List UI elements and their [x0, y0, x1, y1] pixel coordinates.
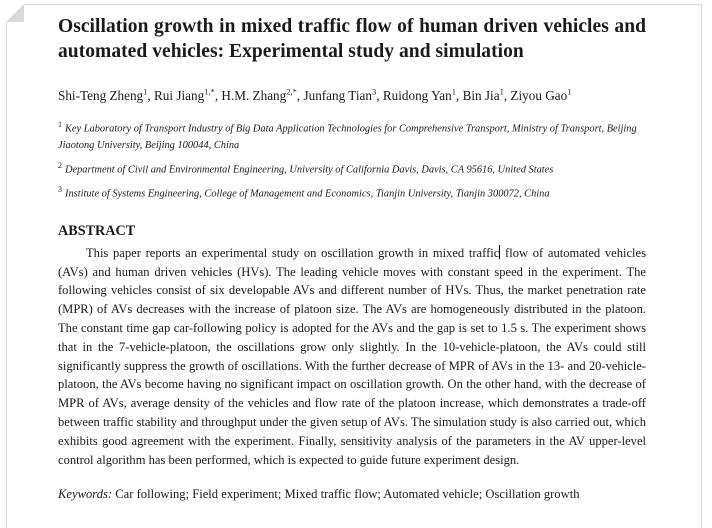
author	[154, 88, 221, 103]
author-affiliation-marker: 1	[143, 87, 148, 97]
affiliation-number: 2	[58, 160, 62, 170]
author-name: Ziyou Gao	[510, 88, 568, 104]
author-name: Junfang Tian	[303, 88, 372, 104]
abstract-heading: ABSTRACT	[58, 222, 136, 239]
affiliation	[58, 117, 646, 154]
affiliation-text: Key Laboratory of Transport Industry of Big Data Application Technologies for Comprehensive Transport, Ministry of Transport, Beijing Jiaotong University, Beijing 100044, China	[58, 123, 637, 152]
author-list	[58, 83, 646, 105]
author-separator: ,	[214, 88, 222, 104]
author-separator: ,	[503, 88, 511, 104]
author-affiliation-marker: 1	[567, 87, 572, 97]
author-name: Shi-Teng Zheng	[58, 88, 144, 104]
affiliation-list	[58, 117, 646, 202]
paper-title: Oscillation growth in mixed traffic flow of human driven vehicles and automated vehicles: Experimental study and simulation	[58, 16, 646, 62]
affiliation	[58, 182, 646, 203]
author-affiliation-marker: 1	[451, 87, 456, 97]
author-affiliation-marker: 2,*	[286, 87, 297, 97]
author	[463, 88, 511, 103]
keywords-line	[58, 485, 646, 503]
abstract-text-part-2: flow of automated vehicles (AVs) and human driven vehicles (HVs). The leading vehicle moves with constant speed in the experiment. The following vehicles consist of six developable AVs and different number of HVs. Thus, the market penetration rate (MPR) of AVs decreases with the increase of platoon size. The AVs are homogeneously distributed in the platoon. The constant time gap car-following policy is adopted for the AVs and the gap is set to 1.5 s. The experiment shows that in the 7-vehicle-platoon, the oscillations grow only slightly. In the 10-vehicle-platoon, the AVs could still significantly suppress the growth of oscillations. With the further decrease of MPR of AVs in the 13- and 20-vehicle-platoon, the AVs become having no significant impact on oscillation growth. On the other hand, with the decrease of MPR of AVs, average density of the vehicles and flow rate of the platoon increase, which demonstrates a trade-off between traffic stability and throughput under the given setup of AVs. The simulation study is also carried out, which exhibits good agreement with the experiment. Finally, sensitivity analysis of the parameters in the AV upper-level control algorithm has been performed, which is expected to guide future experiment design.	[58, 245, 646, 467]
author	[221, 88, 303, 103]
author	[383, 88, 463, 103]
author-name: Ruidong Yan	[382, 88, 452, 104]
author-affiliation-marker: 1	[499, 87, 504, 97]
author	[58, 88, 154, 103]
author-name: Bin Jia	[462, 88, 500, 104]
affiliation-text: Department of Civil and Environmental Engineering, University of California Davis, Davis, CA 95616, United States	[65, 164, 554, 176]
abstract-text[interactable]	[58, 244, 646, 470]
author-name: H.M. Zhang	[221, 88, 287, 104]
affiliation-number: 3	[58, 184, 62, 194]
author-separator: ,	[376, 88, 383, 104]
affiliation-number: 1	[58, 120, 62, 130]
paper-content	[58, 14, 646, 503]
author-name: Rui Jiang	[154, 88, 205, 104]
affiliation-text: Institute of Systems Engineering, College of Management and Economics, Tianjin University, Tianjin 300072, China	[65, 188, 550, 200]
author-affiliation-marker: 3	[371, 87, 377, 97]
author-separator: ,	[296, 88, 304, 104]
author-separator: ,	[147, 88, 154, 104]
author	[303, 88, 382, 103]
page-corner-fold	[6, 4, 24, 22]
author	[510, 88, 571, 103]
abstract-text-part-1: This paper reports an experimental study on oscillation growth in mixed traffic	[86, 245, 500, 260]
affiliation	[58, 158, 646, 179]
keywords-text: Car following; Field experiment; Mixed traffic flow; Automated vehicle; Oscillation growth	[115, 487, 580, 502]
keywords-label: Keywords:	[58, 487, 113, 502]
author-affiliation-marker: 1,*	[204, 87, 215, 97]
author-separator: ,	[455, 88, 463, 104]
